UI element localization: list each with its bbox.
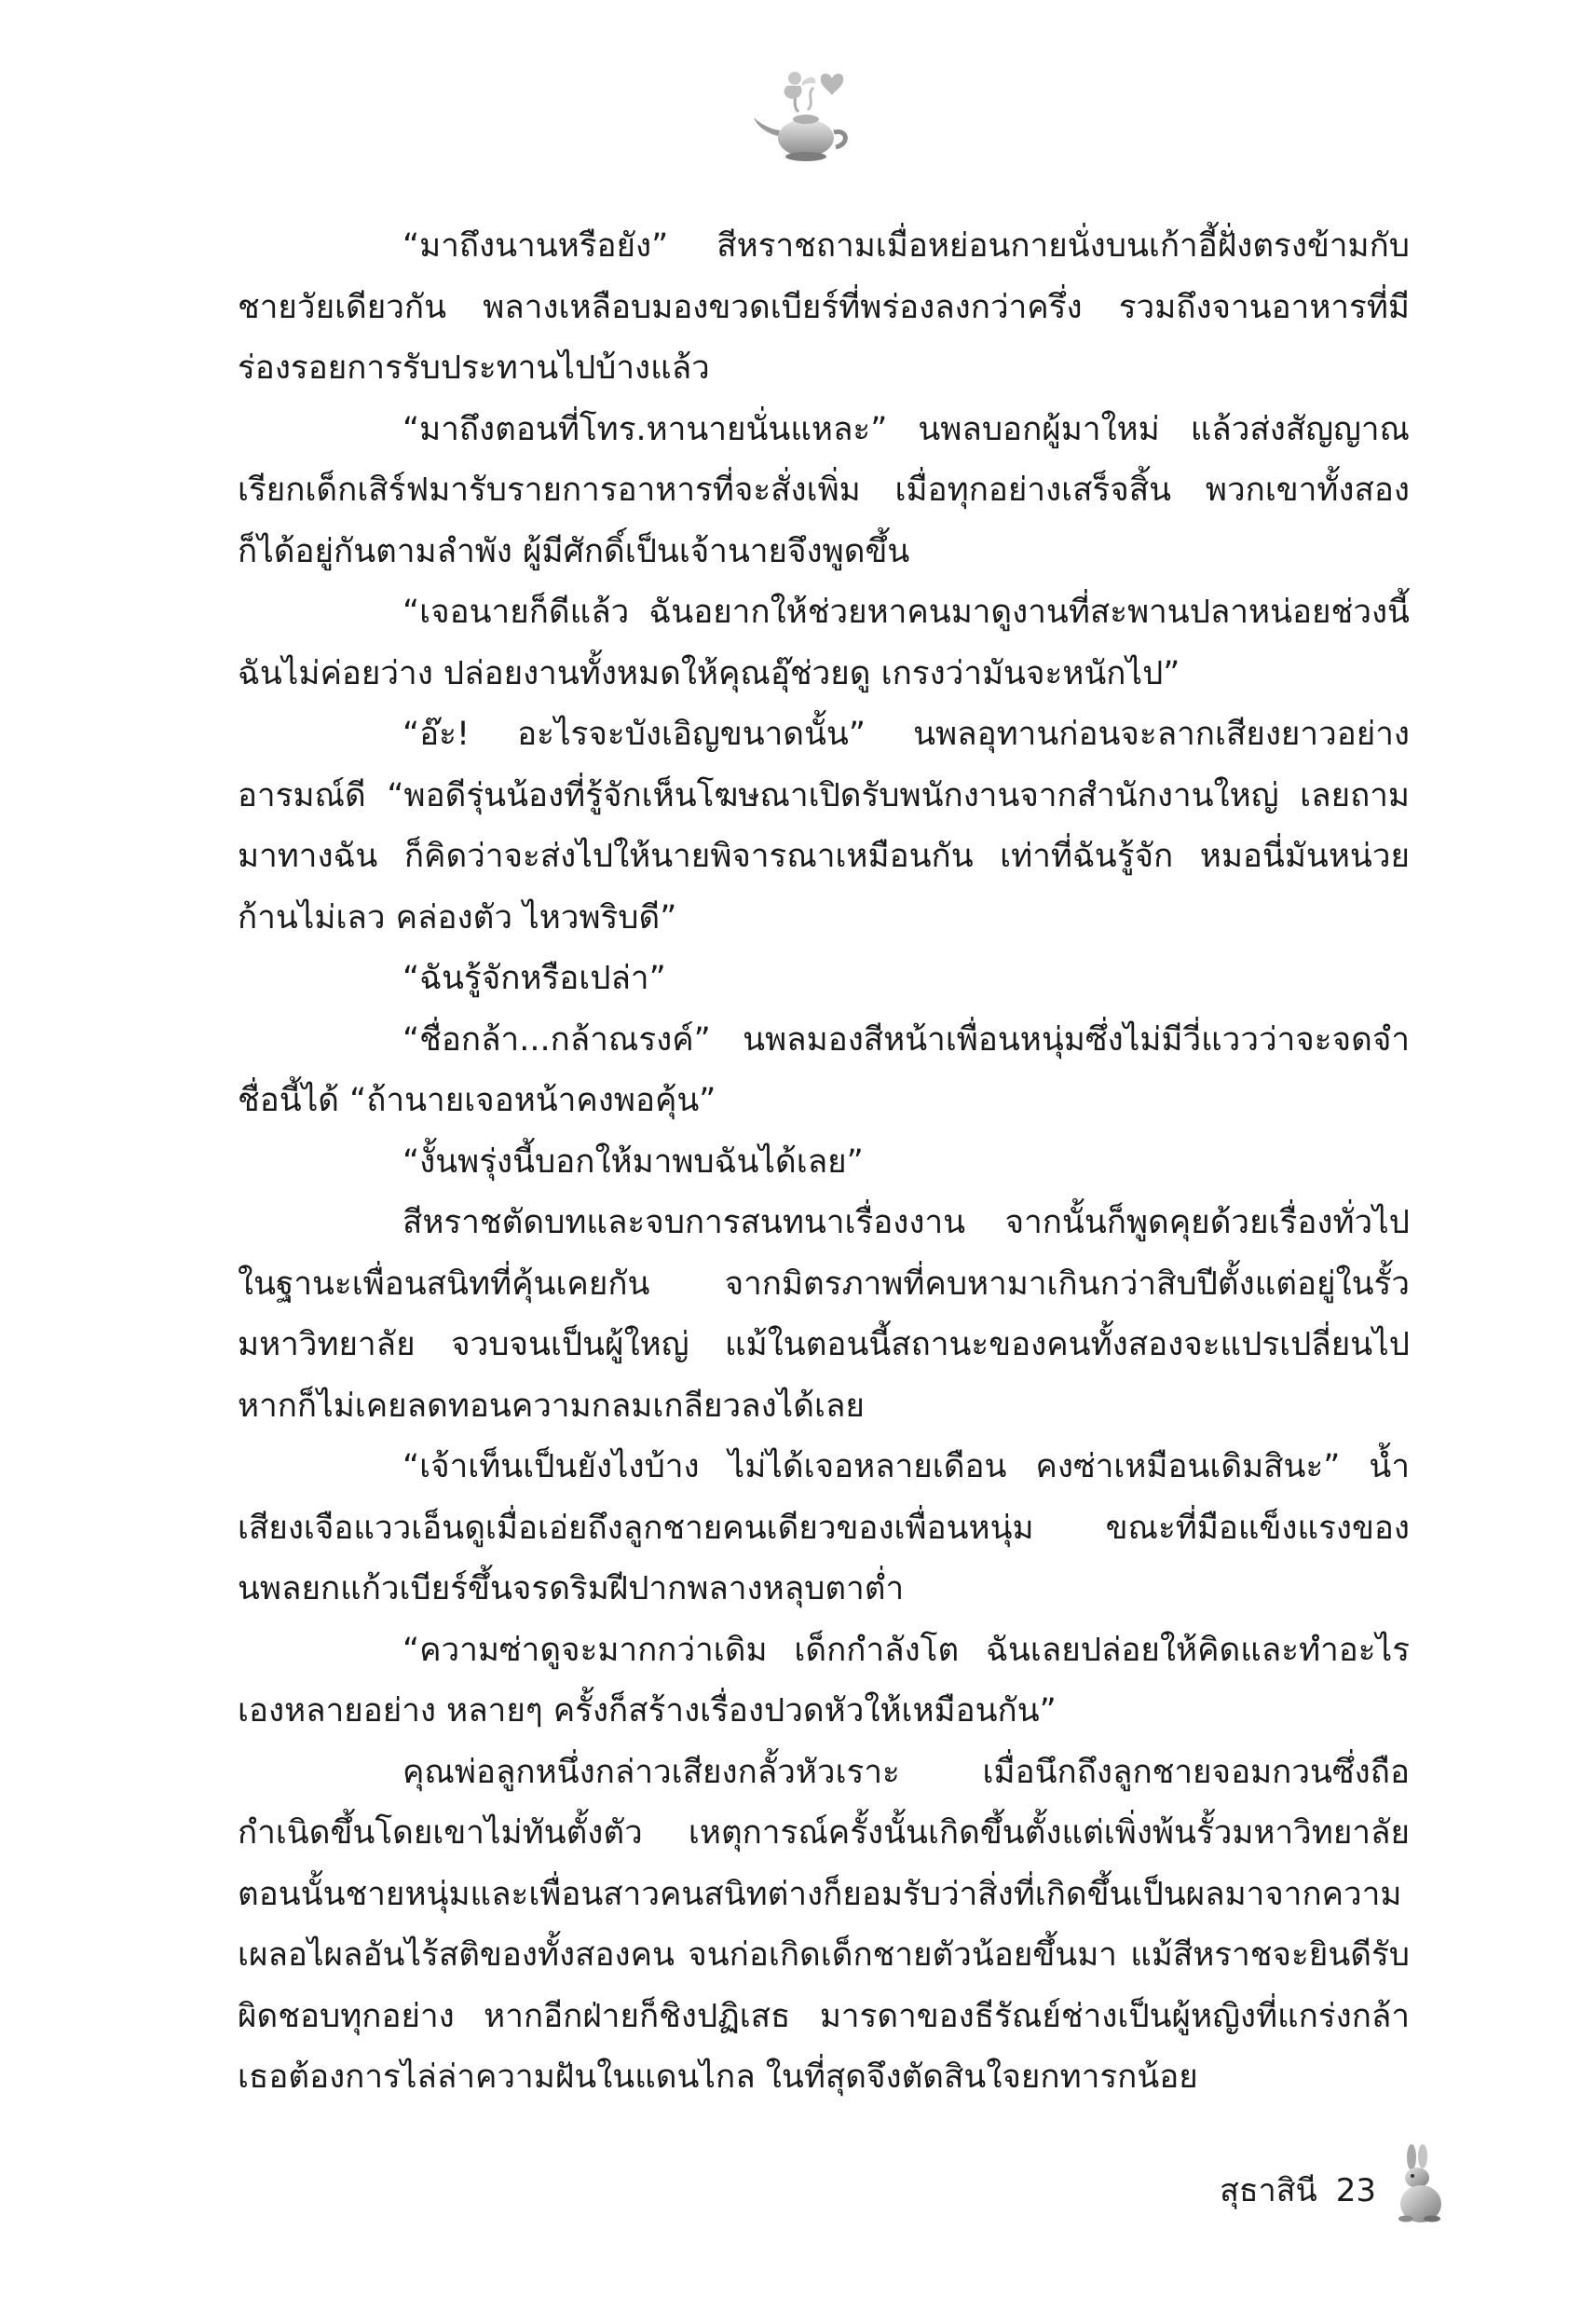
paragraph-4: “อ๊ะ! อะไรจะบังเอิญขนาดนั้น” นพลอุทานก่อนจะลากเสียงยาวอย่างอารมณ์ดี “พอดีรุ่นน้องที่รู้จักเห็นโฆษณาเปิดรับพนักงานจากสำนักงานใหญ่ เลยถามมาทางฉัน ก็คิดว่าจะส่งไปให้นายพิจารณาเหมือนกัน เท่าที่ฉันรู้จัก หมอนี่มันหน่วยก้านไม่เลว คล่องตัว ไหวพริบดี” xyxy=(238,716,1410,937)
page-footer xyxy=(1220,2144,1447,2222)
paragraph-10: “ความซ่าดูจะมากกว่าเดิม เด็กกำลังโต ฉันเลยปล่อยให้คิดและทำอะไรเองหลายอย่าง หลายๆ ครั้งก็สร้างเรื่องปวดหัวให้เหมือนกัน” xyxy=(238,1631,1410,1730)
paragraph-5: “ฉันรู้จักหรือเปล่า” xyxy=(402,960,666,997)
paragraph-6: “ชื่อกล้า...กล้าณรงค์” นพลมองสีหน้าเพื่อนหนุ่มซึ่งไม่มีวี่แววว่าจะจดจำชื่อนี้ได้ “ถ้านายเจอหน้าคงพอคุ้น” xyxy=(238,1020,1410,1119)
body-text xyxy=(238,216,1410,2109)
paragraph-8: สีหราชตัดบทและจบการสนทนาเรื่องงาน จากนั้นก็พูดคุยด้วยเรื่องทั่วไปในฐานะเพื่อนสนิทที่คุ้นเคยกัน จากมิตรภาพที่คบหามาเกินกว่าสิบปีตั้งแต่อยู่ในรั้วมหาวิทยาลัย จวบจนเป็นผู้ใหญ่ แม้ในตอนนี้สถานะของคนทั้งสองจะแปรเปลี่ยนไป หากก็ไม่เคยลดทอนความกลมเกลียวลงได้เลย xyxy=(238,1204,1410,1425)
paragraph-3: “เจอนายก็ดีแล้ว ฉันอยากให้ช่วยหาคนมาดูงานที่สะพานปลาหน่อยช่วงนี้ฉันไม่ค่อยว่าง ปล่อยงานทั้งหมดให้คุณอุ๊ช่วยดู เกรงว่ามันจะหนักไป” xyxy=(238,594,1410,692)
paragraph-9: “เจ้าเท็นเป็นยังไงบ้าง ไม่ได้เจอหลายเดือน คงซ่าเหมือนเดิมสินะ” น้ำเสียงเจือแววเอ็นดูเมื่อเอ่ยถึงลูกชายคนเดียวของเพื่อนหนุ่ม ขณะที่มือแข็งแรงของนพลยกแก้วเบียร์ขึ้นจรดริมฝีปากพลางหลุบตาต่ำ xyxy=(238,1448,1410,1607)
paragraph-1: “มาถึงนานหรือยัง” สีหราชถามเมื่อหย่อนกายนั่งบนเก้าอี้ฝั่งตรงข้ามกับชายวัยเดียวกัน พลางเหลือบมองขวดเบียร์ที่พร่องลงกว่าครึ่ง รวมถึงจานอาหารที่มีร่องรอยการรับประทานไปบ้างแล้ว xyxy=(238,227,1410,387)
paragraph-7: “งั้นพรุ่งนี้บอกให้มาพบฉันได้เลย” xyxy=(402,1142,864,1181)
page-number: 23 xyxy=(1335,2172,1376,2209)
paragraph-2: “มาถึงตอนที่โทร.หานายนั่นแหละ” นพลบอกผู้มาใหม่ แล้วส่งสัญญาณเรียกเด็กเสิร์ฟมารับรายการอาหารที่จะสั่งเพิ่ม เมื่อทุกอย่างเสร็จสิ้น พวกเขาทั้งสองก็ได้อยู่กันตามลำพัง ผู้มีศักดิ์เป็นเจ้านายจึงพูดขึ้น xyxy=(238,410,1410,570)
rabbit-icon xyxy=(1393,2144,1447,2222)
book-title: สุธาสินี xyxy=(1220,2172,1317,2209)
teapot-with-cupid-icon xyxy=(750,58,862,170)
paragraph-11: คุณพ่อลูกหนึ่งกล่าวเสียงกลั้วหัวเราะ เมื่อนึกถึงลูกชายจอมกวนซึ่งถือกำเนิดขึ้นโดยเขาไม่ทันตั้งตัว เหตุการณ์ครั้งนั้นเกิดขึ้นตั้งแต่เพิ่งพ้นรั้วมหาวิทยาลัย ตอนนั้นชายหนุ่มและเพื่อนสาวคนสนิทต่างก็ยอมรับว่าสิ่งที่เกิดขึ้นเป็นผลมาจากความเผลอไผลอันไร้สติของทั้งสองคน จนก่อเกิดเด็กชายตัวน้อยขึ้นมา แม้สีหราชจะยินดีรับผิดชอบทุกอย่าง หากอีกฝ่ายก็ชิงปฏิเสธ มารดาของธีรัณย์ช่างเป็นผู้หญิงที่แกร่งกล้า เธอต้องการไล่ล่าความฝันในแดนไกล ในที่สุดจึงตัดสินใจยกทารกน้อย xyxy=(238,1753,1410,2096)
footer-text xyxy=(1220,2172,1376,2222)
